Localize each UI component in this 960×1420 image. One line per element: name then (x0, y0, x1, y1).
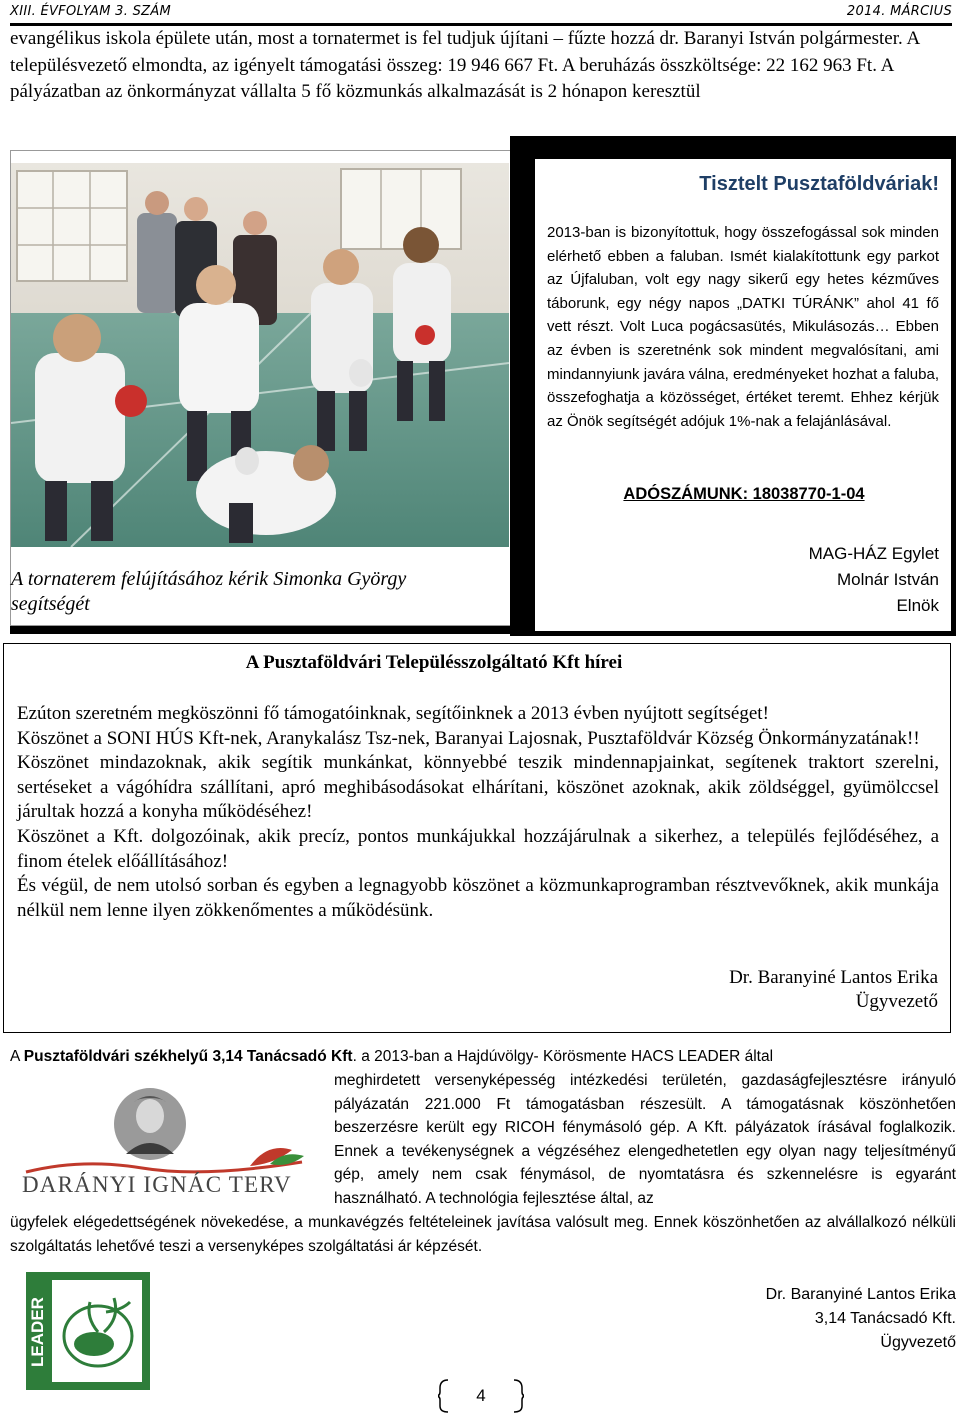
consulting-lead-line (10, 1045, 956, 1069)
daranyi-logo-text: DARÁNYI IGNÁC TERV (22, 1172, 292, 1197)
service-paragraph: És végül, de nem utolsó sorban és egyben a legnagyobb köszönet a közmunkaprogramban résztvevőknek, akik munkája nélkül nem lenne ilyen zökkenőmentes a működésünk. (17, 875, 939, 921)
leader-logo (26, 1272, 150, 1390)
consulting-signature (766, 1283, 956, 1355)
signature-role: Ügyvezető (855, 991, 938, 1012)
intro-paragraph: evangélikus iskola épülete után, most a tornatermet is fel tudjuk újítani – fűzte hozzá dr. Baranyi István polgármester. A településvezető elmondta, az igényelt támogatási összeg: 19 946 667 Ft. A beruházás összköltsége: 22 162 963 Ft. A pályázatban az önkormányzat vállalta 5 fő közmunkás alkalmazását is 2 hónapon keresztül (10, 28, 920, 102)
gym-photo (11, 163, 509, 547)
page-number: 4 (476, 1386, 486, 1405)
appeal-body: 2013-ban is bizonyítottuk, hogy összefogással sok minden elérhető ebben a faluban. Ismét kialakítottunk egy parkot az Újfaluban, volt egy nagy sikerű egy hetes kézműves táborunk, egy négy napos „DATKI TÚRÁNK” ahol 41 fő vett részt. Volt Luca pogácsasütés, Mikulásozás… Ebben az évben is szeretnénk sok mindent megvalósítani, ami mindannyiunk javára válna, eredményeket hozhat a faluba, összefoghatja a közösséget, értéket teremt. Ehhez kérjük az Önök segítségét adójuk 1%-nak a felajánlásával. (547, 224, 939, 430)
signature-company: 3,14 Tanácsadó Kft. (814, 1310, 956, 1327)
service-title-text: A Pusztaföldvári Településszolgáltató Kft hírei (245, 652, 623, 673)
date-label: 2014. MÁRCIUS (846, 4, 952, 19)
signature-role: Elnök (896, 596, 939, 615)
consulting-text: meghirdetett versenyképesség intézkedési területén, gazdaságfejlesztésre irányuló pályázatán 221.000 Ft támogatásban részesült. A támogatásnak köszönhetően beszerzésre került egy RICOH fénymásoló gép. A Kft. pályázatok írásával foglalkozik. Ennek a tevékenységnek a végzéséhez elengedhetetlen egy olyan nagy teljesítményű gép, amely nem csak fénymásol, de nyomtatásra és szkennelésre is egyaránt használható. A technológia fejlesztése által, az (334, 1072, 956, 1207)
service-signature (729, 966, 938, 1014)
lead-prefix: A (10, 1048, 20, 1065)
leader-text: LEADER (28, 1297, 47, 1367)
photo-panel (10, 150, 518, 626)
signature-name: Molnár István (836, 570, 939, 589)
appeal-signature (809, 541, 939, 619)
service-title (4, 652, 956, 674)
photo-frame (10, 150, 526, 634)
company-name: Pusztaföldvári székhelyű 3,14 Tanácsadó Kft (23, 1048, 353, 1065)
signature-org: MAG-HÁZ Egylet (808, 544, 939, 563)
service-body (17, 702, 939, 923)
signature-name: Dr. Baranyiné Lantos Erika (765, 1286, 956, 1303)
service-paragraph: Köszönet mindazoknak, akik segítik munkánkat, könnyebbé teszik mindennapjainkat, segítenek traktort szerelni, sertéseket a vágóhídra szállítani, apró meghibásodásokat elhárítani, köszönet azoknak, akik zöldséggel, gyümölccsel járultak hozzá a konyha működéséhez! (17, 752, 939, 823)
appeal-title: Tisztelt Pusztaföldváriak! (699, 173, 939, 195)
lead-rest: . a 2013-ban a Hajdúvölgy- Körösmente HACS LEADER által (352, 1048, 774, 1065)
tax-number: ADÓSZÁMUNK: 18038770-1-04 (623, 485, 865, 503)
signature-name: Dr. Baranyiné Lantos Erika (729, 967, 938, 988)
photo-caption: A tornaterem felújításához kérik Simonka György segítségét (11, 568, 407, 615)
signature-role: Ügyvezető (880, 1334, 956, 1351)
daranyi-ignac-logo (22, 1080, 312, 1202)
service-paragraph: Köszönet a Kft. dolgozóinak, akik precíz, pontos munkájukkal hozzájárulnak a sikerhez, a település fejlődéséhez, a finom ételek előállításához! (17, 825, 939, 872)
consulting-text-continued: ügyfelek elégedettségének növekedése, a munkavégzés feltételeinek javítása valósult meg. Ennek köszönhetően az alvállalkozó nélküli szolgáltatás lehetővé teszi a versenyképes szolgáltatási ár képzését. (10, 1214, 956, 1255)
service-paragraph: Köszönet a SONI HÚS Kft-nek, Aranykalász Tsz-nek, Baranyai Lajosnak, Pusztaföldvár Község Önkormányzatának!! (17, 727, 920, 749)
issue-label: XIII. ÉVFOLYAM 3. SZÁM (10, 4, 172, 19)
page-header (10, 4, 952, 22)
leader-emblem-icon (26, 1272, 150, 1390)
service-paragraph: Ezúton szeretném megköszönni fő támogatóinknak, segítőinknek a 2013 évben nyújtott segítséget! (17, 703, 769, 724)
service-news-box (3, 643, 951, 1033)
page-number-box (438, 1378, 524, 1414)
appeal-box (534, 158, 952, 632)
